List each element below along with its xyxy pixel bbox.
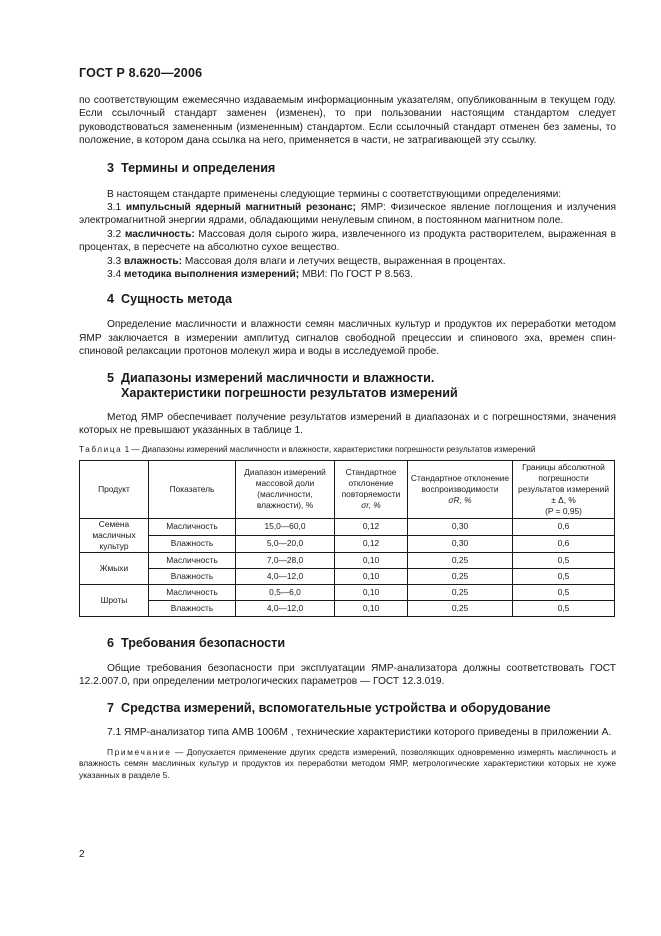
cell-repeat: 0,10	[335, 568, 408, 584]
cell-bound: 0,5	[513, 584, 615, 600]
page-number: 2	[79, 849, 85, 860]
cell-range: 0,5—6,0	[236, 584, 335, 600]
cell-range: 7,0—28,0	[236, 552, 335, 568]
cell-range: 4,0—12,0	[236, 568, 335, 584]
item-7-1: 7.1 ЯМР-анализатор типа AMB 1006M , технические характеристики которого приведены в приложении А.	[107, 727, 612, 739]
section-5-text: Метод ЯМР обеспечивает получение результатов измерений в диапазонах и с погрешностями, значения которых не превышают указанных в таблице 1.	[79, 411, 616, 437]
section-5-heading: 5 Диапазоны измерений масличности и влажности. Характеристики погрешности результатов измерений	[107, 370, 458, 400]
table-row	[80, 518, 615, 535]
cell-product: Семена масличных культур	[80, 518, 149, 552]
cell-indicator: Влажность	[149, 568, 236, 584]
table-row	[80, 600, 615, 616]
cell-range: 5,0—20,0	[236, 535, 335, 552]
term-3-3: 3.3 влажность: Массовая доля влаги и летучих веществ, выраженная в процентах.	[107, 255, 506, 267]
section-6-heading: 6 Требования безопасности	[107, 635, 286, 650]
cell-indicator: Влажность	[149, 600, 236, 616]
cell-range: 15,0—60,0	[236, 518, 335, 535]
cell-reprod: 0,25	[408, 600, 513, 616]
cell-product: Жмыхи	[80, 552, 149, 584]
cell-bound: 0,5	[513, 568, 615, 584]
section-4-heading: 4 Сущность метода	[107, 292, 232, 307]
th-repeatability: Стандартное отклонение повторяемости σr, %	[335, 460, 408, 518]
cell-repeat: 0,12	[335, 518, 408, 535]
intro-paragraph: по соответствующим ежемесячно издаваемым информационным указателям, опубликованным в текущем году. Если ссылочный стандарт заменен (изменен), то при пользовании настоящим стандартом следует руководствоваться замененным (измененным) стандартом. Если ссылочный стандарт отменен без замены, то положение, в котором дана ссылка на него, применяется в части, не затрагивающей эту ссылку.	[79, 95, 616, 147]
term-3-1: 3.1 импульсный ядерный магнитный резонанс; ЯМР: Физическое явление поглощения и излучения электромагнитной энергии ядрами, обладающими ненулевым спином, в постоянном магнитном поле.	[79, 202, 616, 227]
section-7-note: Примечание — Допускается применение других средств измерений, позволяющих одновременно измерять масличность и влажность семян масличных культур и продуктов их переработки методом ЯМР, метрологические характеристики которых не хуже указанных в разделе 5.	[79, 746, 616, 780]
cell-reprod: 0,25	[408, 568, 513, 584]
th-range: Диапазон измерений массовой доли (масличности, влажности), %	[236, 460, 335, 518]
section-3-intro: В настоящем стандарте применены следующие термины с соответствующими определениями:	[107, 188, 562, 200]
table-row	[80, 584, 615, 600]
th-error-bounds: Границы абсолютной погрешности результатов измерений ± Δ, % (P = 0,95)	[513, 460, 615, 518]
table-1-caption: Таблица 1 — Диапазоны измерений масличности и влажности, характеристики погрешности результатов измерений	[79, 444, 536, 454]
document-header: ГОСТ Р 8.620—2006	[79, 66, 203, 80]
cell-bound: 0,6	[513, 535, 615, 552]
section-6-text: Общие требования безопасности при эксплуатации ЯМР-анализатора должны соответствовать ГОСТ 12.2.007.0, при определении метрологических параметров — ГОСТ 12.3.019.	[79, 662, 616, 687]
cell-repeat: 0,10	[335, 552, 408, 568]
table-row	[80, 552, 615, 568]
section-3-heading: 3 Термины и определения	[107, 160, 276, 175]
term-3-4: 3.4 методика выполнения измерений; МВИ: По ГОСТ Р 8.563.	[107, 269, 413, 281]
cell-bound: 0,6	[513, 518, 615, 535]
cell-indicator: Масличность	[149, 518, 236, 535]
th-reproducibility: Стандартное отклонение воспроизводимости σR, %	[408, 460, 513, 518]
section-7-heading: 7 Средства измерений, вспомогательные устройства и оборудование	[107, 701, 551, 716]
th-indicator: Показатель	[149, 460, 236, 518]
cell-indicator: Масличность	[149, 552, 236, 568]
cell-reprod: 0,25	[408, 552, 513, 568]
th-product: Продукт	[80, 460, 149, 518]
cell-indicator: Масличность	[149, 584, 236, 600]
table-1	[79, 460, 615, 617]
cell-product: Шроты	[80, 584, 149, 616]
cell-range: 4,0—12,0	[236, 600, 335, 616]
cell-reprod: 0,30	[408, 518, 513, 535]
cell-repeat: 0,12	[335, 535, 408, 552]
cell-repeat: 0,10	[335, 584, 408, 600]
section-4-text: Определение масличности и влажности семян масличных культур и продуктов их переработки методом ЯМР заключается в измерении амплитуд сигналов свободной прецессии и спинового эха, времен спин-спиновой релаксации протонов молекул жира и воды в исследуемой пробе.	[79, 319, 616, 358]
cell-bound: 0,5	[513, 552, 615, 568]
page-content	[79, 94, 616, 782]
term-3-2: 3.2 масличность: Массовая доля сырого жира, извлеченного из продукта растворителем, выраженная в процентах, в пересчете на абсолютно сухое вещество.	[79, 228, 616, 254]
cell-bound: 0,5	[513, 600, 615, 616]
cell-reprod: 0,30	[408, 535, 513, 552]
table-row	[80, 568, 615, 584]
cell-reprod: 0,25	[408, 584, 513, 600]
cell-repeat: 0,10	[335, 600, 408, 616]
cell-indicator: Влажность	[149, 535, 236, 552]
table-row	[80, 535, 615, 552]
